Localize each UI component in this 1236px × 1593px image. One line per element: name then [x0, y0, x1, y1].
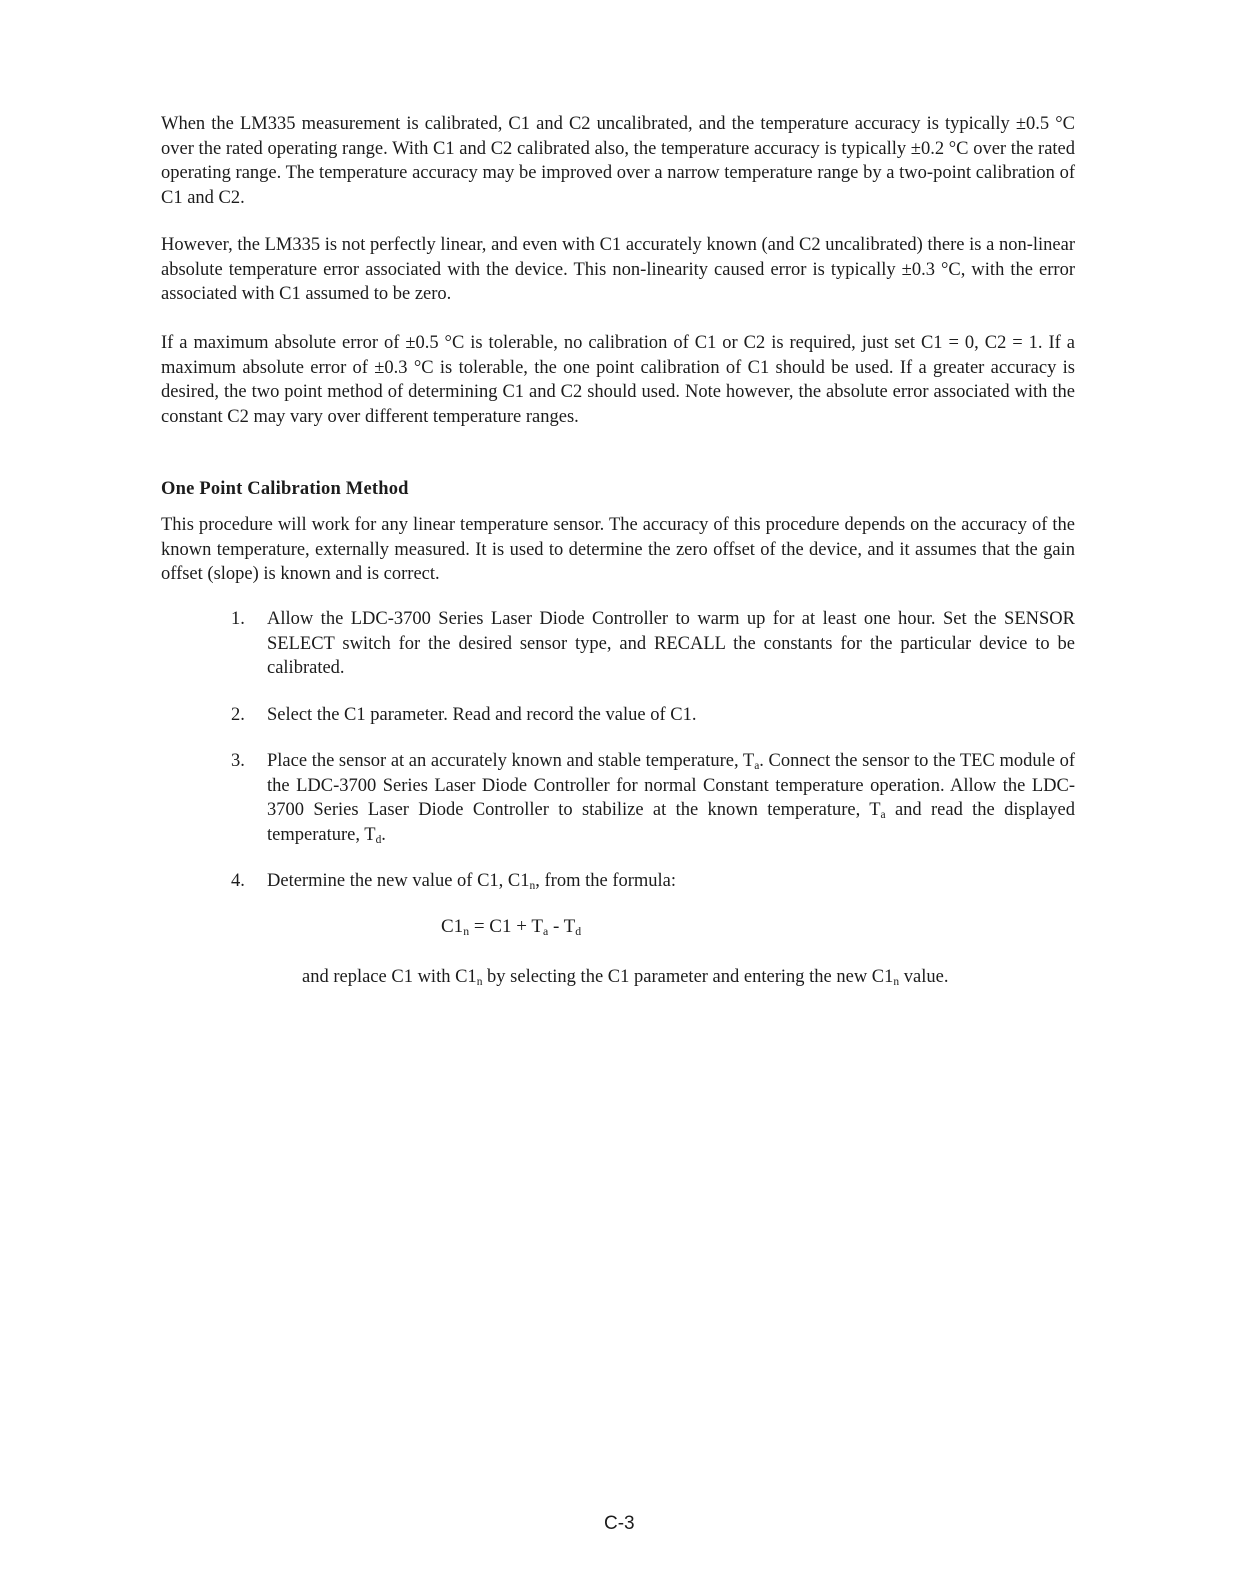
step-text: Allow the LDC-3700 Series Laser Diode Controller to warm up for at least one hour. Set the SENSOR SELECT switch for the desired sensor type, and RECALL the constants for the particular device to be calibrated.	[267, 609, 1075, 678]
list-item	[231, 749, 1075, 847]
step-number: 1.	[231, 609, 245, 629]
calibration-formula: $C1_n = C1 + T_a - T_d$	[441, 916, 582, 938]
step-number: 2.	[231, 705, 245, 725]
paragraph-error-tolerance: If a maximum absolute error of ±0.5 °C is tolerable, no calibration of C1 or C2 is required, just set C1 = 0, C2 = 1. If a maximum absolute error of ±0.3 °C is tolerable, the one point calibration of C1 should be used. If a greater accuracy is desired, the two point method of determining C1 and C2 should used. Note however, the absolute error associated with the constant C2 may vary over different temperature ranges.	[161, 333, 1075, 427]
list-item	[231, 607, 1075, 681]
list-item	[231, 703, 1075, 728]
replace-instruction: and replace C1 with $C1_n$ by selecting the C1 parameter and entering the new $C1_n$ value.	[302, 967, 949, 988]
paragraph-lm335-accuracy: When the LM335 measurement is calibrated, C1 and C2 uncalibrated, and the temperature accuracy is typically ±0.5 °C over the rated operating range. With C1 and C2 calibrated also, the temperature accuracy is typically ±0.2 °C over the rated operating range. The temperature accuracy may be improved over a narrow temperature range by a two-point calibration of C1 and C2.	[161, 114, 1075, 208]
step-text: Place the sensor at an accurately known and stable temperature, $T_a$. Connect the sensor to the TEC module of the LDC-3700 Series Laser Diode Controller for normal Constant temperature operation. Allow the LDC-3700 Series Laser Diode Controller to stabilize at the known temperature, $T_a$ and read the displayed temperature, $T_d$.	[267, 751, 1075, 846]
step-number: 4.	[231, 871, 245, 891]
step-number: 3.	[231, 751, 245, 771]
paragraph-procedure-intro: This procedure will work for any linear temperature sensor. The accuracy of this procedure depends on the accuracy of the known temperature, externally measured. It is used to determine the zero offset of the device, and it assumes that the gain offset (slope) is known and is correct.	[161, 515, 1075, 584]
step-text: Determine the new value of C1, $C1_n$, from the formula:	[267, 871, 677, 892]
paragraph-non-linearity: However, the LM335 is not perfectly linear, and even with C1 accurately known (and C2 uncalibrated) there is a non-linear absolute temperature error associated with the device. This non-linearity caused error is typically ±0.3 °C, with the error associated with C1 assumed to be zero.	[161, 235, 1075, 304]
section-heading: One Point Calibration Method	[161, 479, 409, 499]
step-text: Select the C1 parameter. Read and record the value of C1.	[267, 705, 697, 725]
page-number: C-3	[604, 1513, 635, 1534]
list-item	[231, 869, 1075, 894]
